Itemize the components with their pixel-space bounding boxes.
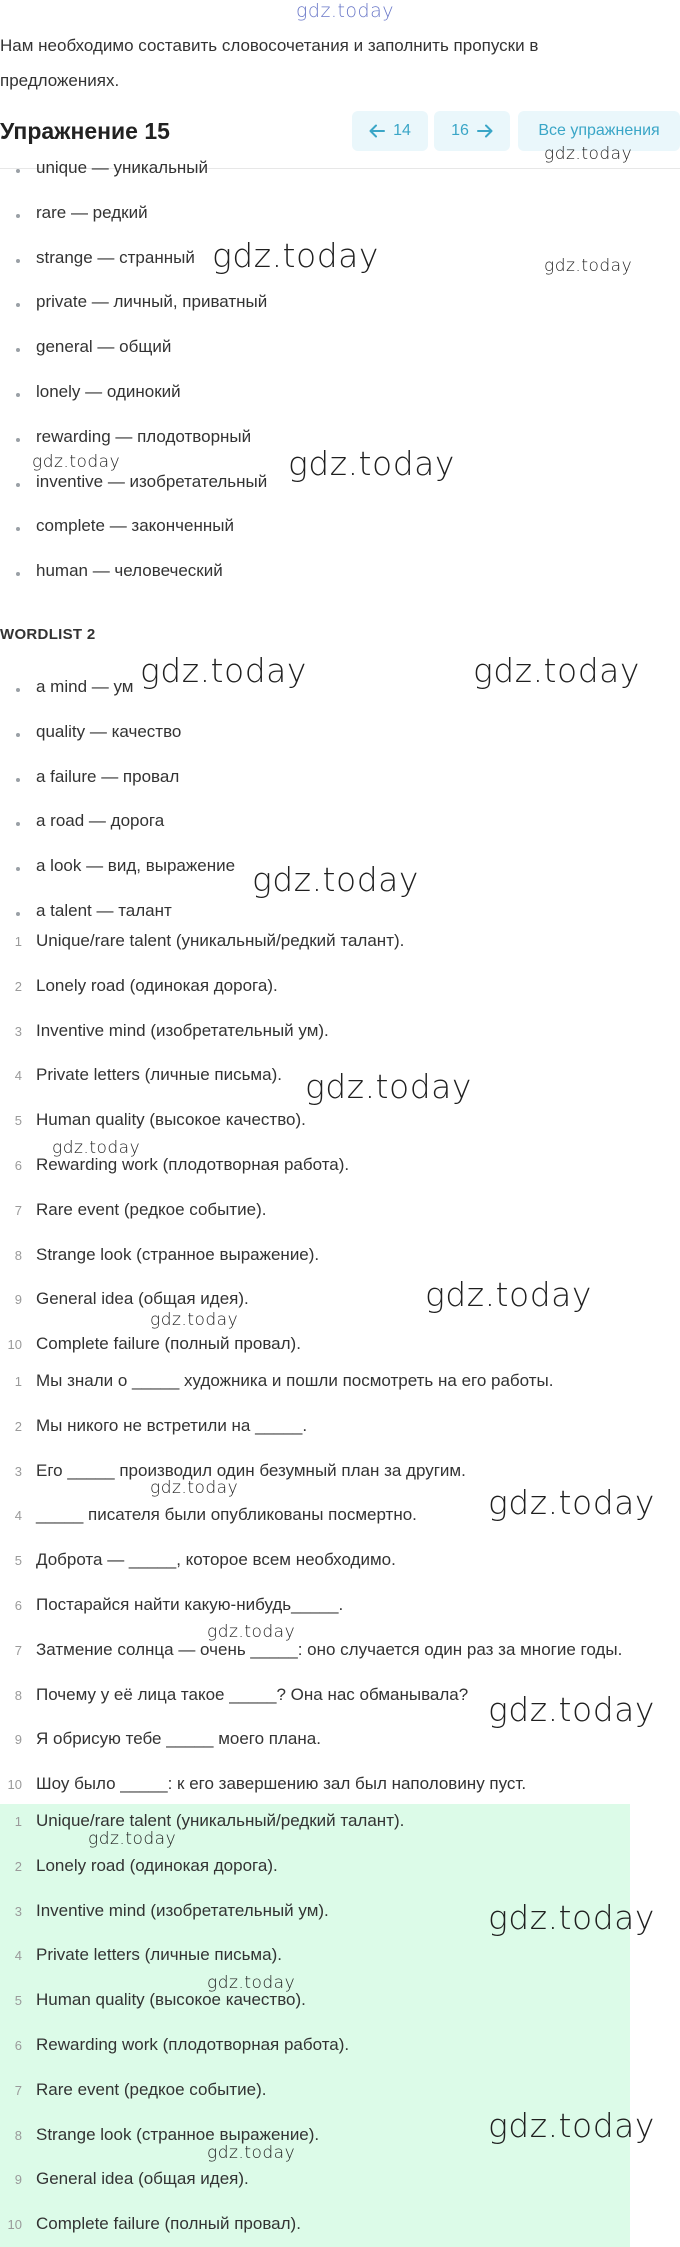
bullet-dot: [16, 483, 20, 487]
wordlist-2-heading: WORDLIST 2: [0, 626, 96, 643]
watermark: gdz.today: [32, 452, 121, 472]
wordlist-2-item: a failure — провал: [36, 766, 180, 786]
answer-item-number: 9: [14, 2172, 22, 2188]
answer-item-text: Complete failure (полный провал).: [36, 2214, 301, 2234]
wordlist-2-item: a look — вид, выражение: [36, 856, 236, 876]
wordlist-1-item: rewarding — плодотворный: [36, 426, 252, 446]
watermark: gdz.today: [207, 1973, 296, 1993]
wordlist-1-item: inventive — изобретательный: [36, 471, 268, 491]
watermark: gdz.today: [288, 444, 455, 483]
answer-item-number: 6: [14, 2038, 22, 2053]
wordlist-1-item: unique — уникальный: [36, 158, 209, 177]
bullet-dot: [16, 778, 20, 782]
combination-item-text: Private letters (личные письма).: [36, 1065, 282, 1085]
wordlist-1-item: general — общий: [36, 337, 172, 357]
watermark: gdz.today: [425, 1275, 592, 1314]
wordlist-2-item: quality — качество: [36, 721, 182, 741]
answer-item-text: Human quality (высокое качество).: [36, 1990, 306, 2010]
watermark: gdz.today: [488, 1483, 655, 1522]
wordlist-1-item: complete — законченный: [36, 516, 234, 536]
exercise-intro: Нам необходимо составить словосочетания и заполнить пропуски в предложениях.: [0, 36, 539, 90]
sentence-item-text: Затмение солнца — очень _____: оно случается один раз за многие годы.: [36, 1639, 623, 1659]
bullet-dot: [16, 169, 20, 173]
bullet-dot: [16, 214, 20, 218]
watermark: gdz.today: [473, 651, 640, 690]
watermark: gdz.today: [488, 1898, 655, 1937]
arrow-right-icon: [477, 124, 493, 138]
wordlist-2-item: a talent — талант: [36, 901, 172, 920]
combination-item-text: Rare event (редкое событие).: [36, 1199, 267, 1219]
combination-item-number: 2: [14, 978, 22, 994]
sentence-item-number: 3: [14, 1463, 22, 1479]
sentence-item-text: Мы знали о _____ художника и пошли посмотреть на его работы.: [36, 1371, 554, 1390]
wordlist-1-item: private — личный, приватный: [36, 292, 268, 312]
combination-item-number: 9: [14, 1292, 22, 1308]
wordlist-1-item: strange — странный: [36, 247, 195, 267]
wordlist-1-item: rare — редкий: [36, 202, 148, 222]
wordlist-2-item: a road — дорога: [36, 811, 165, 831]
watermark: gdz.today: [52, 1138, 141, 1158]
sentence-item-number: 4: [14, 1508, 22, 1524]
watermark: gdz.today: [140, 651, 307, 690]
combination-item-number: 7: [14, 1202, 22, 1218]
watermark: gdz.today: [488, 2106, 655, 2145]
combination-item-text: Inventive mind (изобретательный ум).: [36, 1020, 329, 1040]
combination-item-number: 5: [14, 1113, 22, 1129]
answer-item-text: Rare event (редкое событие).: [36, 2079, 267, 2099]
answer-item-number: 4: [14, 1948, 22, 1964]
sentence-item-number: 1: [14, 1374, 22, 1389]
all-exercises-label: Все упражнения: [538, 122, 660, 139]
sentence-item-text: Почему у её лица такое _____? Она нас обманывала?: [36, 1684, 469, 1704]
sentence-item-number: 9: [14, 1732, 22, 1748]
bullet-dot: [16, 527, 20, 531]
combination-item-text: Complete failure (полный провал).: [36, 1334, 301, 1354]
sentence-item-text: Постарайся найти какую-нибудь_____.: [36, 1595, 344, 1614]
watermark: gdz.today: [305, 1067, 472, 1106]
bullet-dot: [16, 867, 20, 871]
answer-item-number: 1: [14, 1814, 22, 1829]
combination-item-text: Rewarding work (плодотворная работа).: [36, 1155, 350, 1174]
wordlist-2-item: a mind — ум: [36, 677, 134, 696]
watermark: gdz.today: [150, 1310, 239, 1330]
answer-item-number: 3: [14, 1903, 22, 1919]
sentence-item-number: 10: [7, 1777, 22, 1793]
sentence-item-text: Шоу было _____: к его завершению зал был наполовину пуст.: [36, 1774, 527, 1794]
combination-item-text: Human quality (высокое качество).: [36, 1110, 306, 1130]
answer-item-text: Strange look (странное выражение).: [36, 2124, 320, 2144]
sentence-item-number: 5: [14, 1553, 22, 1569]
sentence-item-text: Мы никого не встретили на _____.: [36, 1415, 308, 1435]
bullet-dot: [16, 393, 20, 397]
arrow-left-icon: [369, 124, 385, 138]
watermark: gdz.today: [207, 1622, 296, 1642]
combination-item-text: Unique/rare talent (уникальный/редкий талант).: [36, 931, 405, 950]
bullet-dot: [16, 912, 20, 916]
combination-item-number: 8: [14, 1247, 22, 1263]
watermark: gdz.today: [212, 236, 379, 275]
answer-item-number: 5: [14, 1993, 22, 2009]
watermark: gdz.today: [544, 144, 633, 164]
combination-item-text: Strange look (странное выражение).: [36, 1244, 320, 1264]
answer-item-text: Rewarding work (плодотворная работа).: [36, 2035, 350, 2054]
answer-item-text: General idea (общая идея).: [36, 2169, 249, 2189]
next-exercise-button[interactable]: [434, 111, 510, 151]
sentence-item-text: Доброта — _____, которое всем необходимо.: [36, 1550, 396, 1570]
prev-exercise-label: 14: [393, 122, 411, 139]
bullet-dot: [16, 259, 20, 263]
watermark: gdz.today: [252, 860, 419, 899]
sentence-item-text: Его _____ производил один безумный план за другим.: [36, 1460, 466, 1480]
bullet-dot: [16, 822, 20, 826]
exercise-title: Упражнение 15: [0, 118, 170, 144]
bullet-dot: [16, 303, 20, 307]
watermark: gdz.today: [207, 2143, 296, 2163]
sentence-item-number: 6: [14, 1598, 22, 1613]
sentence-item-text: _____ писателя были опубликованы посмертно.: [36, 1505, 417, 1525]
answer-item-text: Private letters (личные письма).: [36, 1945, 282, 1965]
watermark: gdz.today: [488, 1690, 655, 1729]
bullet-dot: [16, 733, 20, 737]
combination-item-number: 4: [14, 1068, 22, 1084]
combination-item-number: 1: [14, 934, 22, 949]
sentence-item-number: 2: [14, 1418, 22, 1434]
sentence-item-number: 7: [14, 1642, 22, 1658]
watermark: gdz.today: [88, 1829, 177, 1849]
bullet-dot: [16, 688, 20, 692]
sentence-item-text: Я обрисую тебе _____ моего плана.: [36, 1729, 321, 1749]
sentence-item-number: 8: [14, 1687, 22, 1703]
answer-item-text: Lonely road (одинокая дорога).: [36, 1855, 278, 1875]
bullet-dot: [16, 572, 20, 576]
wordlist-1-item: lonely — одинокий: [36, 382, 181, 401]
wordlist-1-item: human — человеческий: [36, 561, 223, 581]
bullet-dot: [16, 438, 20, 442]
combination-item-number: 6: [14, 1158, 22, 1173]
answer-item-number: 2: [14, 1858, 22, 1874]
answer-item-text: Inventive mind (изобретательный ум).: [36, 1900, 329, 1920]
combination-item-number: 10: [7, 1337, 22, 1353]
watermark: gdz.today: [544, 256, 633, 276]
combination-item-text: Lonely road (одинокая дорога).: [36, 975, 278, 995]
combination-item-number: 3: [14, 1023, 22, 1039]
answer-item-number: 7: [14, 2082, 22, 2098]
bullet-dot: [16, 348, 20, 352]
next-exercise-label: 16: [451, 122, 469, 139]
answer-item-number: 8: [14, 2127, 22, 2143]
answer-item-text: Unique/rare talent (уникальный/редкий талант).: [36, 1811, 405, 1830]
answer-item-number: 10: [7, 2217, 22, 2233]
combination-item-text: General idea (общая идея).: [36, 1289, 249, 1309]
watermark-top: gdz.today: [296, 0, 394, 22]
prev-exercise-button[interactable]: [352, 111, 428, 151]
watermark: gdz.today: [150, 1478, 239, 1498]
